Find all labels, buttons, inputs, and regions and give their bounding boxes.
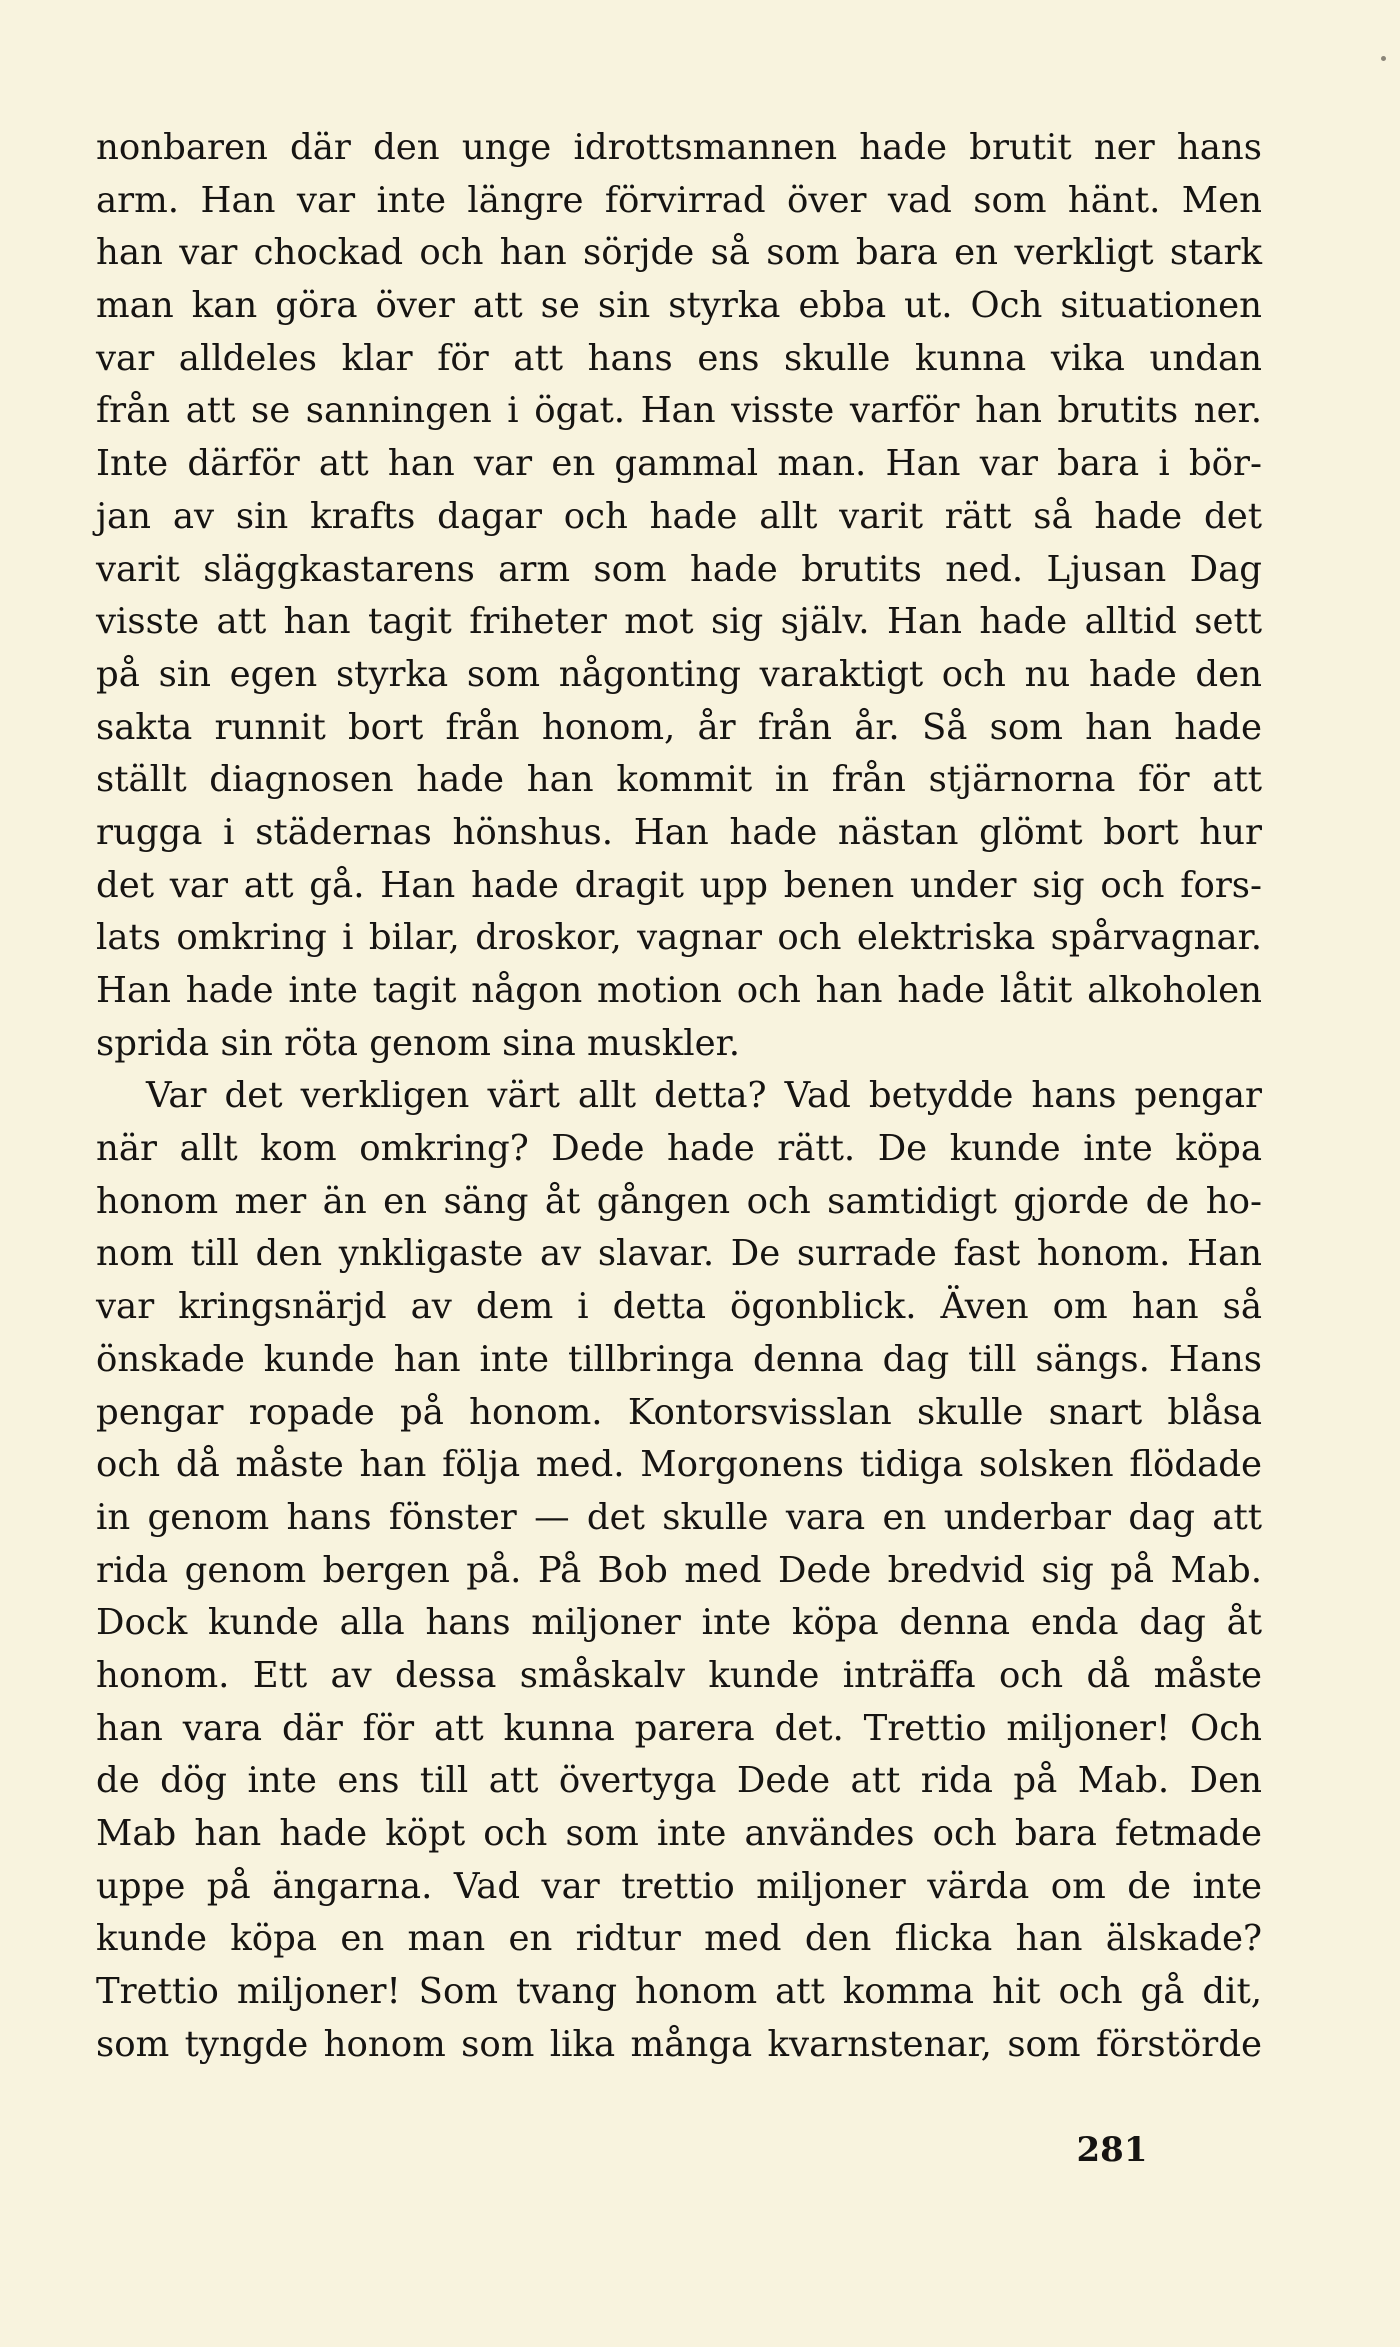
- text-line: var alldeles klar för att hans ens skulle kunna vika undan: [96, 337, 1262, 379]
- text-line: när allt kom omkring? Dede hade rätt. De kunde inte köpa: [96, 1128, 1262, 1170]
- text-line: honom mer än en säng åt gången och samtidigt gjorde de ho-: [96, 1180, 1262, 1222]
- text-line: och då måste han följa med. Morgonens tidiga solsken flödade: [96, 1444, 1262, 1486]
- text-line: jan av sin krafts dagar och hade allt varit rätt så hade det: [96, 495, 1262, 537]
- text-line: arm. Han var inte längre förvirrad över vad som hänt. Men: [96, 179, 1262, 221]
- text-line: Trettio miljoner! Som tvang honom att komma hit och gå dit,: [96, 1971, 1262, 2013]
- text-line: in genom hans fönster — det skulle vara en underbar dag att: [96, 1496, 1262, 1538]
- text-line: Han hade inte tagit någon motion och han hade låtit alkoholen: [96, 970, 1262, 1011]
- body-text: [96, 122, 1262, 2071]
- text-line: det var att gå. Han hade dragit upp benen under sig och fors-: [96, 864, 1262, 906]
- text-line: Dock kunde alla hans miljoner inte köpa denna enda dag åt: [96, 1602, 1262, 1644]
- text-line: från att se sanningen i ögat. Han visste varför han brutits ner.: [96, 390, 1262, 432]
- text-line: de dög inte ens till att övertyga Dede att rida på Mab. Den: [96, 1760, 1262, 1802]
- text-line: var kringsnärjd av dem i detta ögonblick. Även om han så: [96, 1286, 1262, 1328]
- text-line: nonbaren där den unge idrottsmannen hade brutit ner hans: [96, 127, 1262, 168]
- text-line: visste att han tagit friheter mot sig själv. Han hade alltid sett: [96, 601, 1262, 643]
- text-line: honom. Ett av dessa småskalv kunde inträffa och då måste: [96, 1654, 1262, 1696]
- text-line: han vara där för att kunna parera det. Trettio miljoner! Och: [96, 1707, 1262, 1749]
- text-line: varit släggkastarens arm som hade brutits ned. Ljusan Dag: [96, 548, 1262, 590]
- text-line: ställt diagnosen hade han kommit in från stjärnorna för att: [96, 759, 1262, 801]
- ink-speck: [1381, 56, 1386, 61]
- text-line: sakta runnit bort från honom, år från år. Så som han hade: [96, 706, 1262, 748]
- text-line: pengar ropade på honom. Kontorsvisslan skulle snart blåsa: [96, 1391, 1262, 1433]
- paragraph: [96, 122, 1262, 1070]
- text-line: sprida sin röta genom sina muskler.: [96, 1022, 740, 1064]
- page-number: 281: [1076, 2130, 1148, 2170]
- text-line: önskade kunde han inte tillbringa denna dag till sängs. Hans: [96, 1338, 1262, 1380]
- text-line: Inte därför att han var en gammal man. Han var bara i bör-: [96, 443, 1262, 485]
- text-line: uppe på ängarna. Vad var trettio miljoner värda om de inte: [96, 1865, 1262, 1907]
- text-line: han var chockad och han sörjde så som bara en verkligt stark: [96, 232, 1262, 274]
- text-line: man kan göra över att se sin styrka ebba ut. Och situationen: [96, 285, 1262, 327]
- text-line: lats omkring i bilar, droskor, vagnar och elektriska spårvagnar.: [96, 917, 1262, 959]
- text-line: kunde köpa en man en ridtur med den flicka han älskade?: [96, 1918, 1262, 1960]
- text-line: som tyngde honom som lika många kvarnstenar, som förstörde: [96, 2023, 1262, 2065]
- text-line: nom till den ynkligaste av slavar. De surrade fast honom. Han: [96, 1233, 1262, 1275]
- text-line: rida genom bergen på. På Bob med Dede bredvid sig på Mab.: [96, 1549, 1262, 1591]
- text-line: Mab han hade köpt och som inte användes och bara fetmade: [96, 1813, 1262, 1854]
- text-line: på sin egen styrka som någonting varaktigt och nu hade den: [96, 653, 1262, 695]
- text-line: Var det verkligen värt allt detta? Vad betydde hans pengar: [146, 1075, 1262, 1117]
- paragraph: [96, 1070, 1262, 2071]
- text-line: rugga i städernas hönshus. Han hade nästan glömt bort hur: [96, 811, 1262, 853]
